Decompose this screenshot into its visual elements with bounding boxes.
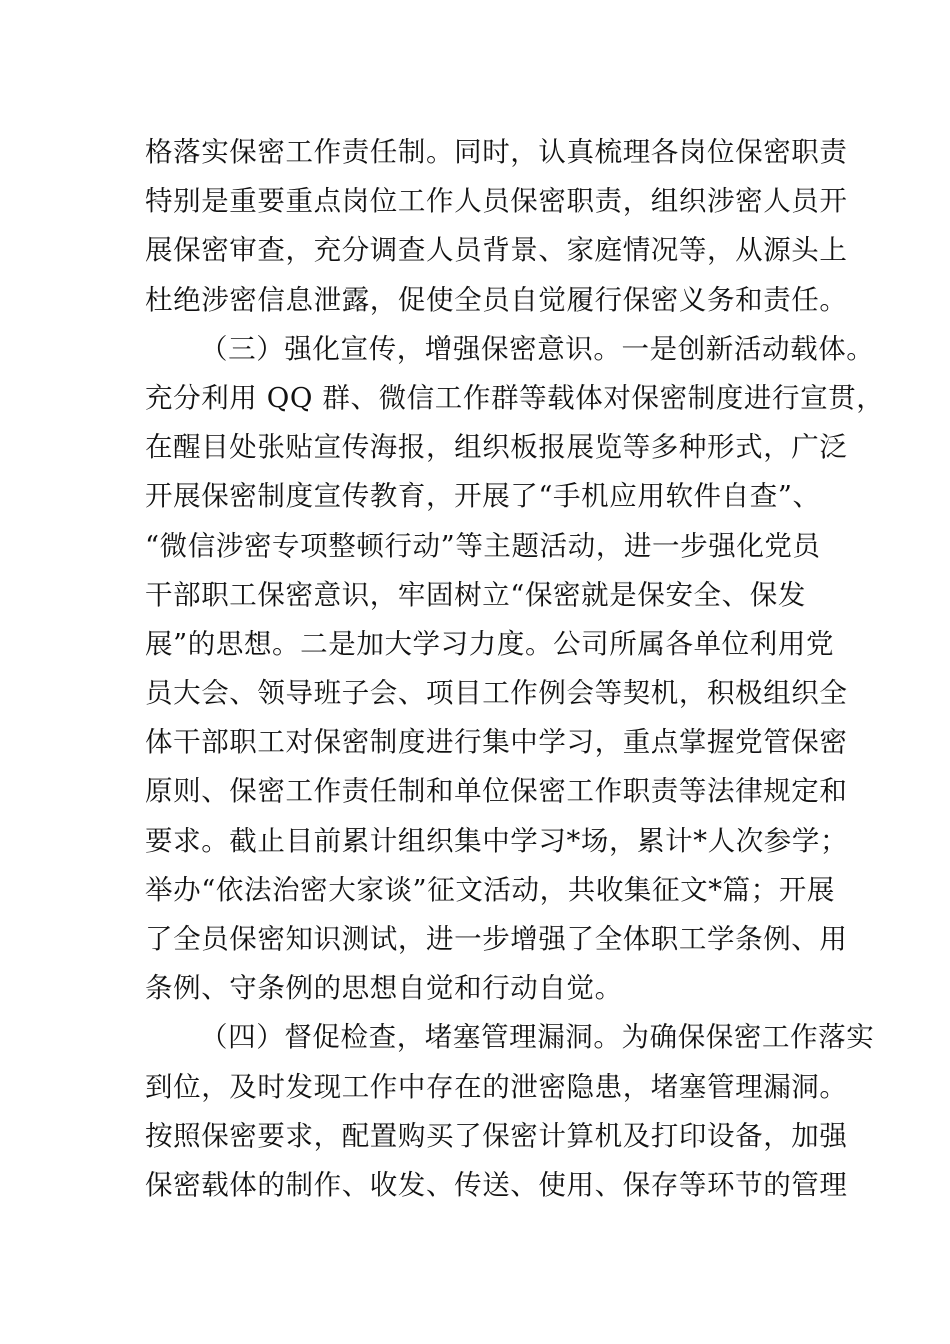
- text-line: 充分利用 QQ 群、微信工作群等载体对保密制度进行宣贯，: [145, 381, 885, 414]
- document-body: [145, 128, 885, 1210]
- text-line: 要求。截止目前累计组织集中学习*场，累计*人次参学；: [145, 824, 849, 857]
- text-line: 了全员保密知识测试，进一步增强了全体职工学条例、用: [145, 923, 848, 955]
- text-line: 保密载体的制作、收发、传送、使用、保存等环节的管理: [145, 1168, 848, 1201]
- text-line: 条例、守条例的思想自觉和行动自觉。: [145, 972, 623, 1005]
- text-line: 展保密审查，充分调查人员背景、家庭情况等，从源头上: [145, 234, 848, 267]
- text-line: 到位，及时发现工作中存在的泄密隐患，堵塞管理漏洞。: [145, 1070, 848, 1103]
- text-line: 按照保密要求，配置购买了保密计算机及打印设备，加强: [145, 1119, 848, 1152]
- text-line: 展”的思想。二是加大学习力度。公司所属各单位利用党: [145, 627, 835, 660]
- text-line: 体干部职工对保密制度进行集中学习，重点掌握党管保密: [145, 726, 848, 759]
- section-heading-line: （四）督促检查，堵塞管理漏洞。为确保保密工作落实: [200, 1021, 875, 1054]
- text-line: 举办“依法治密大家谈”征文活动，共收集征文*篇；开展: [145, 873, 835, 906]
- text-line: 格落实保密工作责任制。同时，认真梳理各岗位保密职责: [145, 136, 848, 168]
- text-line: 开展保密制度宣传教育，开展了“手机应用软件自查”、: [145, 480, 821, 513]
- text-line: 杜绝涉密信息泄露，促使全员自觉履行保密义务和责任。: [145, 283, 848, 316]
- text-line: “微信涉密专项整顿行动”等主题活动，进一步强化党员: [145, 529, 821, 562]
- text-line: 原则、保密工作责任制和单位保密工作职责等法律规定和: [145, 775, 848, 808]
- text-line: 干部职工保密意识，牢固树立“保密就是保安全、保发: [145, 578, 806, 611]
- section-heading-line: （三）强化宣传，增强保密意识。一是创新活动载体。: [200, 332, 875, 365]
- text-line: 特别是重要重点岗位工作人员保密职责，组织涉密人员开: [145, 185, 848, 218]
- text-line: 在醒目处张贴宣传海报，组织板报展览等多种形式，广泛: [145, 431, 848, 464]
- text-line: 员大会、领导班子会、项目工作例会等契机，积极组织全: [145, 677, 848, 710]
